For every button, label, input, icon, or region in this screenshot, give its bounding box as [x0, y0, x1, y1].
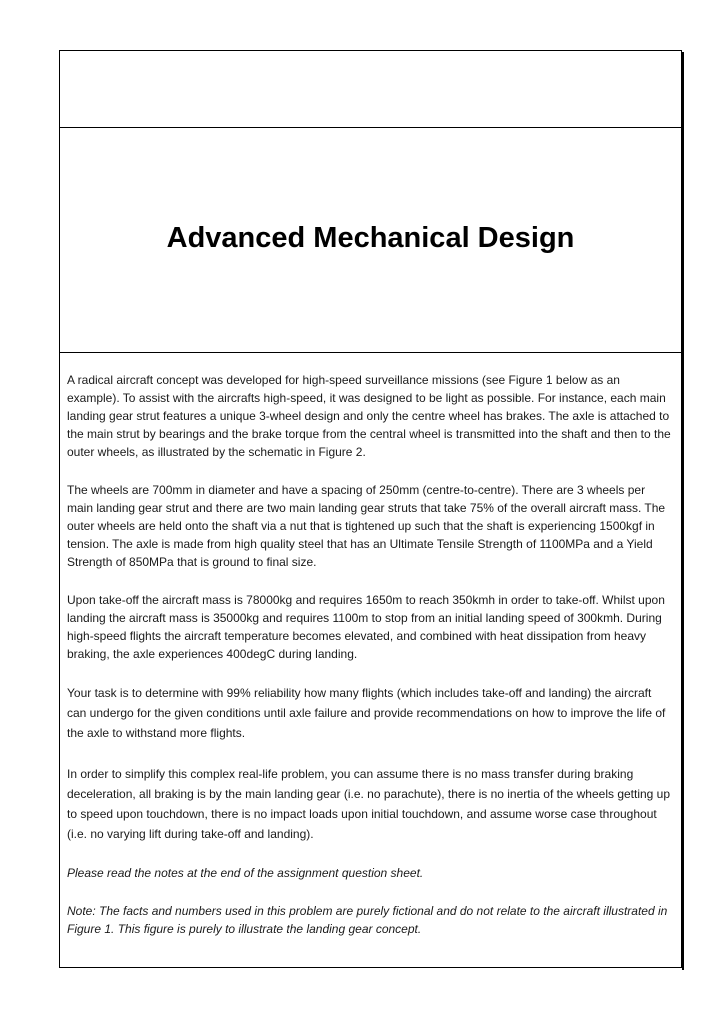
paragraph-disclaimer: Note: The facts and numbers used in this problem are purely fictional and do not relate to the aircraft illustrated in Figure 1. This figure is purely to illustrate the landing gear concept. — [67, 904, 668, 937]
header-cell — [60, 51, 681, 128]
paragraph-task: Your task is to determine with 99% reliability how many flights (which includes take-off and landing) the aircraft can undergo for the given conditions until axle failure and provide recommendations on how to improve the life of the axle to withstand more flights. — [67, 686, 666, 741]
paragraph-assumptions: In order to simplify this complex real-life problem, you can assume there is no mass transfer during braking deceleration, all braking is by the main landing gear (i.e. no parachute), there is no inertia of the wheels getting up to speed upon touchdown, there is no impact loads upon initial touchdown, and assume worse case throughout (i.e. no varying lift during take-off and landing). — [67, 766, 671, 842]
title-cell — [60, 128, 681, 353]
paragraph-read-notes: Please read the notes at the end of the assignment question sheet. — [67, 866, 424, 881]
body-cell — [60, 353, 681, 968]
paragraph-takeoff-landing: Upon take-off the aircraft mass is 78000kg and requires 1650m to reach 350kmh in order to take-off. Whilst upon landing the aircraft mass is 35000kg and requires 1100m to stop from an initial landing speed of 300kmh. During high-speed flights the aircraft temperature becomes elevated, and combined with heat dissipation from heavy braking, the axle experiences 400degC during landing. — [67, 593, 665, 661]
page-title: Advanced Mechanical Design — [166, 221, 575, 254]
frame-shadow — [682, 52, 684, 970]
paragraph-wheel-specs: The wheels are 700mm in diameter and have a spacing of 250mm (centre-to-centre). There are 3 wheels per main landing gear strut and there are two main landing gear struts that take 75% of the overall aircraft mass. The outer wheels are held onto the shaft via a nut that is tightened up such that the shaft is experiencing 1500kgf in tension. The axle is made from high quality steel that has an Ultimate Tensile Strength of 1100MPa and a Yield Strength of 850MPa that is ground to final size. — [67, 483, 666, 569]
document-frame — [59, 50, 682, 968]
paragraph-aircraft-concept: A radical aircraft concept was developed for high-speed surveillance missions (see Figure 1 below as an example). To assist with the aircrafts high-speed, it was designed to be light as possible. For instance, each main landing gear strut features a unique 3-wheel design and only the centre wheel has brakes. The axle is attached to the main strut by bearings and the brake torque from the central wheel is transmitted into the shaft and then to the outer wheels, as illustrated by the schematic in Figure 2. — [67, 373, 671, 459]
